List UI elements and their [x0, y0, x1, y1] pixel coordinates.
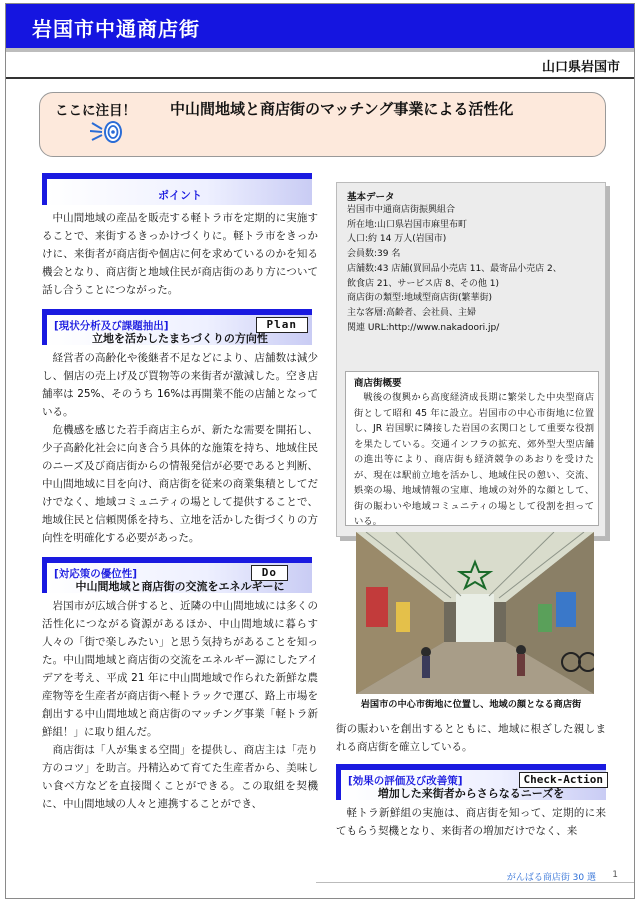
target-icon: [90, 117, 124, 147]
plan-heading: 立地を活かしたまちづくりの方向性: [92, 332, 268, 345]
point-section-header: [42, 173, 318, 205]
do-text: [42, 597, 318, 813]
do-paragraph-1: 岩国市が広域合併すると、近隣の中山間地域には多くの活性化につながる資源があるほか、中山間地域に暮らす人々の「街で楽しみたい」と思う気持ちがあることを知った。中山間地域と商店街の交流をエネルギー源にしたアイデアを考え、平成 21 年に中山間地域で作られた新鮮な農産物等を生産者が商店街へ軽トラックで運び、路上市場を創出する中山間地域と商店街のマッチング事業「軽トラ新鮮組！」に取り組んだ。: [42, 600, 318, 738]
basic-data-line: 所在地:山口県岩国市麻里布町: [347, 219, 468, 230]
do-mark: Do: [251, 565, 288, 581]
check-mark: Check-Action: [519, 772, 608, 788]
basic-data-line: 主な客層:高齢者、会社員、主婦: [347, 307, 477, 318]
basic-data-line: 店舗数:43 店舗(買回品小売店 11、最寄品小売店 2、: [347, 263, 562, 274]
do-tag: [対応策の優位性]: [54, 568, 138, 580]
basic-data-line: 人口:約 14 万人(岩国市): [347, 234, 447, 245]
point-paragraph: 中山間地域の産品を販売する軽トラ市を定期的に実施することで、来街するきっかけづくりに。軽トラ市をきっかけに、来街者が商店街や個店に何を求めているのかを知る機会となり、商店街と地域住民が商店街のあり方について話し合うことにつながった。: [42, 212, 318, 296]
right-continuation: [336, 716, 606, 840]
basic-data-list: [347, 203, 602, 335]
plan-mark: Plan: [256, 317, 309, 333]
check-heading: 増加した来街者からさらなるニーズを: [377, 787, 565, 800]
footer-series: がんばる商店街 30 選: [506, 873, 596, 883]
plan-paragraph-1: 経営者の高齢化や後継者不足などにより、店舗数は減少し、個店の売上げ及び買物等の来街者が激減した。空き店舗率は 25%、そのうち 16%は再開業不能の店舗となっている。: [42, 352, 318, 418]
check-section-header: [336, 764, 606, 800]
point-text: [42, 209, 318, 299]
highlight-label: ここに注目！: [55, 103, 136, 119]
title-shadow: [6, 48, 635, 52]
title-bar: [6, 4, 635, 48]
shopping-arcade-photo: [356, 532, 594, 694]
basic-data-line: 関連 URL:http://www.nakadoori.jp/: [347, 322, 500, 333]
highlight-box: [39, 92, 606, 157]
check-text: [336, 804, 606, 840]
summary-box: [345, 371, 599, 526]
basic-data-title: 基本データ: [347, 192, 395, 203]
location-label: 山口県岩国市: [541, 60, 620, 75]
left-column: [42, 169, 318, 813]
check-tag: [効果の評価及び改善策]: [348, 775, 463, 787]
plan-paragraph-2: 危機感を感じた若手商店主らが、新たな需要を開拓し、少子高齢化社会に向き合う具体的な施策を持ち、地域住民のニーズ及び商店街からの情報発信が必要であると判断、中山間地域に目を向け、商店街を従来の商業集積としてだけでなく、地域コミュニティの場として提供することで、地域住民と信頼関係を持ち、立地を活かした街づくりの方向性を明確化する必要があった。: [42, 424, 318, 544]
document-page: [5, 3, 635, 899]
page-number: 1: [612, 870, 618, 880]
basic-data-line: 商店街の類型:地域型商店街(繁華街): [347, 293, 493, 304]
basic-data-line: 会員数:39 名: [347, 249, 401, 260]
plan-text: [42, 349, 318, 547]
summary-title: 商店街概要: [354, 378, 402, 389]
summary-text: 戦後の復興から高度経済成長期に繁栄した中央型商店街として昭和 45 年に設立。岩国市の中心市街地に位置し、JR 岩国駅に隣接した岩国の玄関口として重要な役割を果たしている。交通インフラの拡充、郊外型大型店舗の進出等により、商店街も経済競争のあおりを受けたが、現在は駅前立地を活かし、地域住民の憩い、交流、娯楽の場、地域情報の宝庫、地域の対外的な顔として、街の賑わいや地域コミュニティの場として役割を担っている。: [354, 392, 594, 527]
point-heading: ポイント: [158, 189, 202, 202]
basic-data-box: [336, 182, 606, 537]
plan-section-header: [42, 309, 318, 345]
do-paragraph-2: 商店街は「人が集まる空間」を提供し、商店主は「売り方のコツ」を助言。丹精込めて育てた生産者から、美味しい食べ方などを直接聞くことができる。この取組を契機に、中山間地域の人々と連携することができ、: [42, 744, 318, 810]
divider-line: [6, 77, 635, 79]
continuation-paragraph: 街の賑わいを創出するとともに、地域に根ざした親しまれる商店街を確立している。: [336, 723, 606, 753]
do-section-header: [42, 557, 318, 593]
check-paragraph: 軽トラ新鮮組の実施は、商店街を知って、定期的に来てもらう契機となり、来街者の増加だけでなく、来: [336, 807, 606, 837]
page-title: 岩国市中通商店街: [32, 17, 200, 41]
plan-tag: [現状分析及び課題抽出]: [54, 320, 169, 332]
basic-data-line: 岩国市中通商店街振興組合: [347, 205, 456, 215]
highlight-title: 中山間地域と商店街のマッチング事業による活性化: [170, 100, 514, 118]
photo-caption: 岩国市の中心市街地に位置し、地域の顔となる商店街: [360, 699, 582, 710]
basic-data-line: 飲食店 21、サービス店 8、その他 1): [347, 278, 499, 289]
do-heading: 中山間地域と商店街の交流をエネルギーに: [75, 580, 285, 593]
